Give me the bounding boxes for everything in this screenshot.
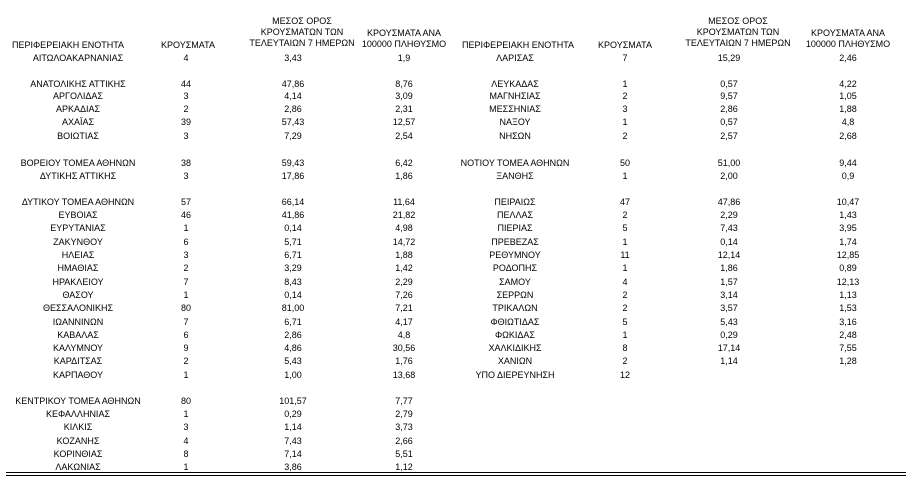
left-cell-per: 4,8 <box>397 330 411 340</box>
right-cell-area: ΛΑΡΙΣΑΣ <box>496 53 534 63</box>
right-cell-cases: 1 <box>622 171 628 181</box>
right-cell-area: ΣΕΡΡΩΝ <box>496 290 534 300</box>
left-cell-cases: 46 <box>180 210 192 220</box>
left-cell-avg: 0,14 <box>284 223 302 233</box>
right-cell-avg: 0,14 <box>720 237 738 247</box>
left-cell-cases: 3 <box>183 91 189 101</box>
left-cell-avg: 7,14 <box>284 449 302 459</box>
left-cell-per: 7,21 <box>395 303 413 313</box>
right-cell-area: ΜΕΣΣΗΝΙΑΣ <box>489 104 541 114</box>
left-cell-area: ΚΑΡΠΑΘΟΥ <box>52 370 104 380</box>
left-cell-avg: 0,29 <box>284 409 302 419</box>
right-cell-avg: 12,14 <box>717 250 741 260</box>
left-cell-per: 1,76 <box>395 356 413 366</box>
left-cell-area: ΑΧΑΪΑΣ <box>61 117 95 127</box>
left-cell-per: 1,9 <box>397 53 411 63</box>
left-cell-cases: 3 <box>183 250 189 260</box>
left-cell-per: 4,17 <box>395 317 413 327</box>
left-cell-cases: 44 <box>180 79 192 89</box>
left-cell-avg: 1,14 <box>284 422 302 432</box>
left-cell-avg: 3,43 <box>284 53 302 63</box>
right-cell-area: ΠΙΕΡΙΑΣ <box>497 223 533 233</box>
left-cell-per: 2,29 <box>395 277 413 287</box>
left-cell-cases: 57 <box>180 197 192 207</box>
right-cell-per: 4,22 <box>839 79 857 89</box>
right-cell-area: ΠΕΙΡΑΙΩΣ <box>494 197 536 207</box>
right-cell-cases: 3 <box>622 104 628 114</box>
left-cell-per: 13,68 <box>392 370 416 380</box>
left-header-per100k: ΚΡΟΥΣΜΑΤΑ ΑΝΑ 100000 ΠΛΗΘΥΣΜΟ <box>361 28 447 49</box>
right-cell-cases: 5 <box>622 317 628 327</box>
right-cell-per: 12,85 <box>836 250 860 260</box>
right-cell-per: 1,74 <box>839 237 857 247</box>
right-cell-area: ΦΘΙΩΤΙΔΑΣ <box>490 317 540 327</box>
left-cell-cases: 7 <box>183 277 189 287</box>
left-cell-avg: 7,29 <box>284 131 302 141</box>
bottom-rule-2 <box>6 475 906 476</box>
right-cell-avg: 7,43 <box>720 223 738 233</box>
right-cell-avg: 51,00 <box>717 158 741 168</box>
right-cell-avg: 3,57 <box>720 303 738 313</box>
left-cell-avg: 3,29 <box>284 263 302 273</box>
left-cell-avg: 7,43 <box>284 436 302 446</box>
left-cell-cases: 3 <box>183 422 189 432</box>
left-cell-cases: 7 <box>183 317 189 327</box>
left-cell-area: ΔΥΤΙΚΟΥ ΤΟΜΕΑ ΑΘΗΝΩΝ <box>21 197 135 207</box>
left-cell-area: ΗΜΑΘΙΑΣ <box>57 263 99 273</box>
right-cell-cases: 1 <box>622 79 628 89</box>
left-cell-cases: 6 <box>183 237 189 247</box>
left-cell-cases: 2 <box>183 263 189 273</box>
right-cell-per: 0,89 <box>839 263 857 273</box>
left-cell-per: 2,31 <box>395 104 413 114</box>
right-cell-area: ΧΑΝΙΩΝ <box>497 356 533 366</box>
right-cell-per: 1,13 <box>839 290 857 300</box>
right-cell-per: 1,05 <box>839 91 857 101</box>
left-cell-cases: 2 <box>183 356 189 366</box>
right-cell-per: 7,55 <box>839 343 857 353</box>
right-cell-area: ΠΡΕΒΕΖΑΣ <box>491 237 539 247</box>
left-header-area: ΠΕΡΙΦΕΡΕΙΑΚΗ ΕΝΟΤΗΤΑ <box>12 40 125 50</box>
left-cell-area: ΕΥΒΟΙΑΣ <box>58 210 98 220</box>
right-cell-per: 10,47 <box>836 197 860 207</box>
left-cell-area: ΗΛΕΙΑΣ <box>61 250 95 260</box>
left-cell-avg: 41,86 <box>281 210 305 220</box>
right-cell-avg: 1,57 <box>720 277 738 287</box>
right-cell-avg: 1,86 <box>720 263 738 273</box>
right-cell-cases: 2 <box>622 303 628 313</box>
left-cell-area: ΚΟΡΙΝΘΙΑΣ <box>53 449 103 459</box>
left-cell-per: 5,51 <box>395 449 413 459</box>
left-cell-cases: 38 <box>180 158 192 168</box>
left-cell-cases: 80 <box>180 396 192 406</box>
left-cell-avg: 2,86 <box>284 330 302 340</box>
right-cell-area: ΝΗΣΩΝ <box>499 131 531 141</box>
left-cell-per: 8,76 <box>395 79 413 89</box>
right-cell-cases: 50 <box>619 158 631 168</box>
right-cell-per: 2,46 <box>839 53 857 63</box>
left-cell-per: 6,42 <box>395 158 413 168</box>
right-cell-per: 1,53 <box>839 303 857 313</box>
left-cell-avg: 66,14 <box>281 197 305 207</box>
left-cell-cases: 2 <box>183 104 189 114</box>
left-cell-area: ΚΑΡΔΙΤΣΑΣ <box>53 356 103 366</box>
left-cell-per: 14,72 <box>392 237 416 247</box>
left-cell-area: ΚΑΛΥΜΝΟΥ <box>52 343 104 353</box>
right-cell-avg: 47,86 <box>717 197 741 207</box>
right-cell-area: ΞΑΝΘΗΣ <box>496 171 534 181</box>
right-header-per100k: ΚΡΟΥΣΜΑΤΑ ΑΝΑ 100000 ΠΛΗΘΥΣΜΟ <box>805 28 891 49</box>
right-cell-avg: 17,14 <box>717 343 741 353</box>
right-cell-avg: 2,57 <box>720 131 738 141</box>
left-header-avg7: ΜΕΣΟΣ ΟΡΟΣ ΚΡΟΥΣΜΑΤΩΝ ΤΩΝ ΤΕΛΕΥΤΑΙΩΝ 7 ΗΜΕΡΩΝ <box>249 16 355 48</box>
bottom-rule <box>6 472 906 473</box>
right-cell-cases: 47 <box>619 197 631 207</box>
right-cell-area: ΡΕΘΥΜΝΟΥ <box>489 250 541 260</box>
right-cell-cases: 5 <box>622 223 628 233</box>
left-cell-area: ΗΡΑΚΛΕΙΟΥ <box>52 277 104 287</box>
left-cell-cases: 1 <box>183 223 189 233</box>
left-cell-per: 2,54 <box>395 131 413 141</box>
left-cell-per: 2,79 <box>395 409 413 419</box>
left-cell-area: ΘΑΣΟΥ <box>62 290 94 300</box>
right-cell-cases: 2 <box>622 356 628 366</box>
right-cell-cases: 8 <box>622 343 628 353</box>
right-cell-area: ΦΩΚΙΔΑΣ <box>495 330 535 340</box>
left-cell-avg: 101,57 <box>279 396 307 406</box>
right-cell-avg: 0,57 <box>720 117 738 127</box>
right-cell-area: ΥΠΟ ΔΙΕΡΕΥΝΗΣΗ <box>475 370 555 380</box>
right-cell-cases: 1 <box>622 330 628 340</box>
left-cell-area: ΘΕΣΣΑΛΟΝΙΚΗΣ <box>42 303 114 313</box>
left-cell-per: 1,88 <box>395 250 413 260</box>
right-cell-cases: 2 <box>622 290 628 300</box>
left-cell-cases: 4 <box>183 436 189 446</box>
left-cell-area: ΔΥΤΙΚΗΣ ΑΤΤΙΚΗΣ <box>39 171 117 181</box>
left-cell-area: ΒΟΡΕΙΟΥ ΤΟΜΕΑ ΑΘΗΝΩΝ <box>20 158 136 168</box>
left-cell-area: ΖΑΚΥΝΘΟΥ <box>53 237 103 247</box>
left-cell-per: 1,42 <box>395 263 413 273</box>
left-cell-avg: 0,14 <box>284 290 302 300</box>
left-cell-per: 3,09 <box>395 91 413 101</box>
left-cell-area: ΚΑΒΑΛΑΣ <box>57 330 99 340</box>
left-cell-cases: 8 <box>183 449 189 459</box>
right-cell-cases: 4 <box>622 277 628 287</box>
right-cell-cases: 2 <box>622 131 628 141</box>
left-cell-area: ΚΟΖΑΝΗΣ <box>56 436 100 446</box>
right-cell-per: 4,8 <box>841 117 855 127</box>
left-cell-cases: 1 <box>183 290 189 300</box>
right-cell-cases: 1 <box>622 237 628 247</box>
left-cell-per: 7,26 <box>395 290 413 300</box>
left-cell-per: 2,66 <box>395 436 413 446</box>
right-cell-per: 3,16 <box>839 317 857 327</box>
left-cell-area: ΕΥΡΥΤΑΝΙΑΣ <box>50 223 106 233</box>
left-cell-per: 1,12 <box>395 462 413 472</box>
right-cell-per: 1,43 <box>839 210 857 220</box>
left-cell-avg: 8,43 <box>284 277 302 287</box>
left-cell-avg: 6,71 <box>284 250 302 260</box>
right-cell-area: ΣΑΜΟΥ <box>499 277 531 287</box>
left-cell-area: ΚΕΦΑΛΛΗΝΙΑΣ <box>45 409 111 419</box>
right-header-cases: ΚΡΟΥΣΜΑΤΑ <box>598 40 652 50</box>
right-cell-cases: 7 <box>622 53 628 63</box>
left-cell-cases: 1 <box>183 462 189 472</box>
left-cell-avg: 81,00 <box>281 303 305 313</box>
left-cell-per: 30,56 <box>392 343 416 353</box>
right-cell-cases: 1 <box>622 117 628 127</box>
left-cell-avg: 5,43 <box>284 356 302 366</box>
left-cell-per: 3,73 <box>395 422 413 432</box>
left-cell-per: 1,86 <box>395 171 413 181</box>
right-header-avg7: ΜΕΣΟΣ ΟΡΟΣ ΚΡΟΥΣΜΑΤΩΝ ΤΩΝ ΤΕΛΕΥΤΑΙΩΝ 7 ΗΜΕΡΩΝ <box>685 16 791 48</box>
right-cell-per: 1,88 <box>839 104 857 114</box>
right-cell-area: ΠΕΛΛΑΣ <box>496 210 534 220</box>
right-cell-avg: 2,86 <box>720 104 738 114</box>
left-cell-per: 4,98 <box>395 223 413 233</box>
right-cell-area: ΜΑΓΝΗΣΙΑΣ <box>489 91 541 101</box>
left-cell-avg: 47,86 <box>281 79 305 89</box>
right-cell-cases: 12 <box>619 370 631 380</box>
left-cell-avg: 57,43 <box>281 117 305 127</box>
left-cell-area: ΙΩΑΝΝΙΝΩΝ <box>52 317 104 327</box>
left-cell-cases: 39 <box>180 117 192 127</box>
left-cell-area: ΛΑΚΩΝΙΑΣ <box>55 462 101 472</box>
right-cell-area: ΤΡΙΚΑΛΩΝ <box>492 303 538 313</box>
left-cell-area: ΑΝΑΤΟΛΙΚΗΣ ΑΤΤΙΚΗΣ <box>30 79 126 89</box>
left-cell-cases: 9 <box>183 343 189 353</box>
right-cell-avg: 15,29 <box>717 53 741 63</box>
right-cell-per: 1,28 <box>839 356 857 366</box>
right-header-area: ΠΕΡΙΦΕΡΕΙΑΚΗ ΕΝΟΤΗΤΑ <box>462 40 575 50</box>
right-cell-avg: 0,29 <box>720 330 738 340</box>
left-cell-area: ΚΕΝΤΡΙΚΟΥ ΤΟΜΕΑ ΑΘΗΝΩΝ <box>15 396 141 406</box>
left-header-cases: ΚΡΟΥΣΜΑΤΑ <box>161 40 215 50</box>
right-cell-area: ΡΟΔΟΠΗΣ <box>492 263 538 273</box>
left-cell-avg: 5,71 <box>284 237 302 247</box>
right-cell-area: ΝΑΞΟΥ <box>499 117 531 127</box>
right-cell-cases: 2 <box>622 91 628 101</box>
left-cell-per: 11,64 <box>393 197 415 207</box>
left-cell-cases: 80 <box>180 303 192 313</box>
right-cell-per: 12,13 <box>836 277 860 287</box>
right-cell-avg: 5,43 <box>720 317 738 327</box>
right-cell-avg: 1,14 <box>720 356 738 366</box>
left-cell-per: 21,82 <box>392 210 416 220</box>
left-cell-avg: 2,86 <box>284 104 302 114</box>
left-cell-area: ΚΙΛΚΙΣ <box>63 422 93 432</box>
left-cell-area: ΒΟΙΩΤΙΑΣ <box>57 131 99 141</box>
left-cell-cases: 3 <box>183 171 189 181</box>
right-cell-avg: 9,57 <box>720 91 738 101</box>
left-cell-area: ΑΡΚΑΔΙΑΣ <box>55 104 101 114</box>
left-cell-avg: 17,86 <box>281 171 305 181</box>
left-cell-avg: 1,00 <box>284 370 302 380</box>
left-cell-cases: 4 <box>183 53 189 63</box>
left-cell-avg: 6,71 <box>284 317 302 327</box>
right-cell-avg: 2,00 <box>720 171 738 181</box>
right-cell-cases: 2 <box>622 210 628 220</box>
left-cell-per: 12,57 <box>392 117 416 127</box>
right-cell-avg: 2,29 <box>720 210 738 220</box>
right-cell-area: ΝΟΤΙΟΥ ΤΟΜΕΑ ΑΘΗΝΩΝ <box>460 158 570 168</box>
right-cell-avg: 3,14 <box>720 290 738 300</box>
right-cell-cases: 1 <box>622 263 628 273</box>
left-cell-cases: 3 <box>183 131 189 141</box>
left-cell-cases: 1 <box>183 409 189 419</box>
left-cell-avg: 4,14 <box>284 91 302 101</box>
right-cell-area: ΧΑΛΚΙΔΙΚΗΣ <box>488 343 542 353</box>
left-cell-cases: 1 <box>183 370 189 380</box>
right-cell-per: 2,48 <box>839 330 857 340</box>
left-cell-area: ΑΙΤΩΛΟΑΚΑΡΝΑΝΙΑΣ <box>32 53 124 63</box>
left-cell-avg: 4,86 <box>284 343 302 353</box>
right-cell-per: 0,9 <box>841 171 855 181</box>
left-cell-area: ΑΡΓΟΛΙΔΑΣ <box>53 91 103 101</box>
right-cell-cases: 11 <box>620 250 630 260</box>
right-cell-area: ΛΕΥΚΑΔΑΣ <box>491 79 539 89</box>
right-cell-per: 3,95 <box>839 223 857 233</box>
left-cell-per: 7,77 <box>395 396 413 406</box>
left-cell-cases: 6 <box>183 330 189 340</box>
left-cell-avg: 59,43 <box>281 158 305 168</box>
right-cell-avg: 0,57 <box>720 79 738 89</box>
right-cell-per: 2,68 <box>839 131 857 141</box>
right-cell-per: 9,44 <box>839 158 857 168</box>
left-cell-avg: 3,86 <box>284 462 302 472</box>
